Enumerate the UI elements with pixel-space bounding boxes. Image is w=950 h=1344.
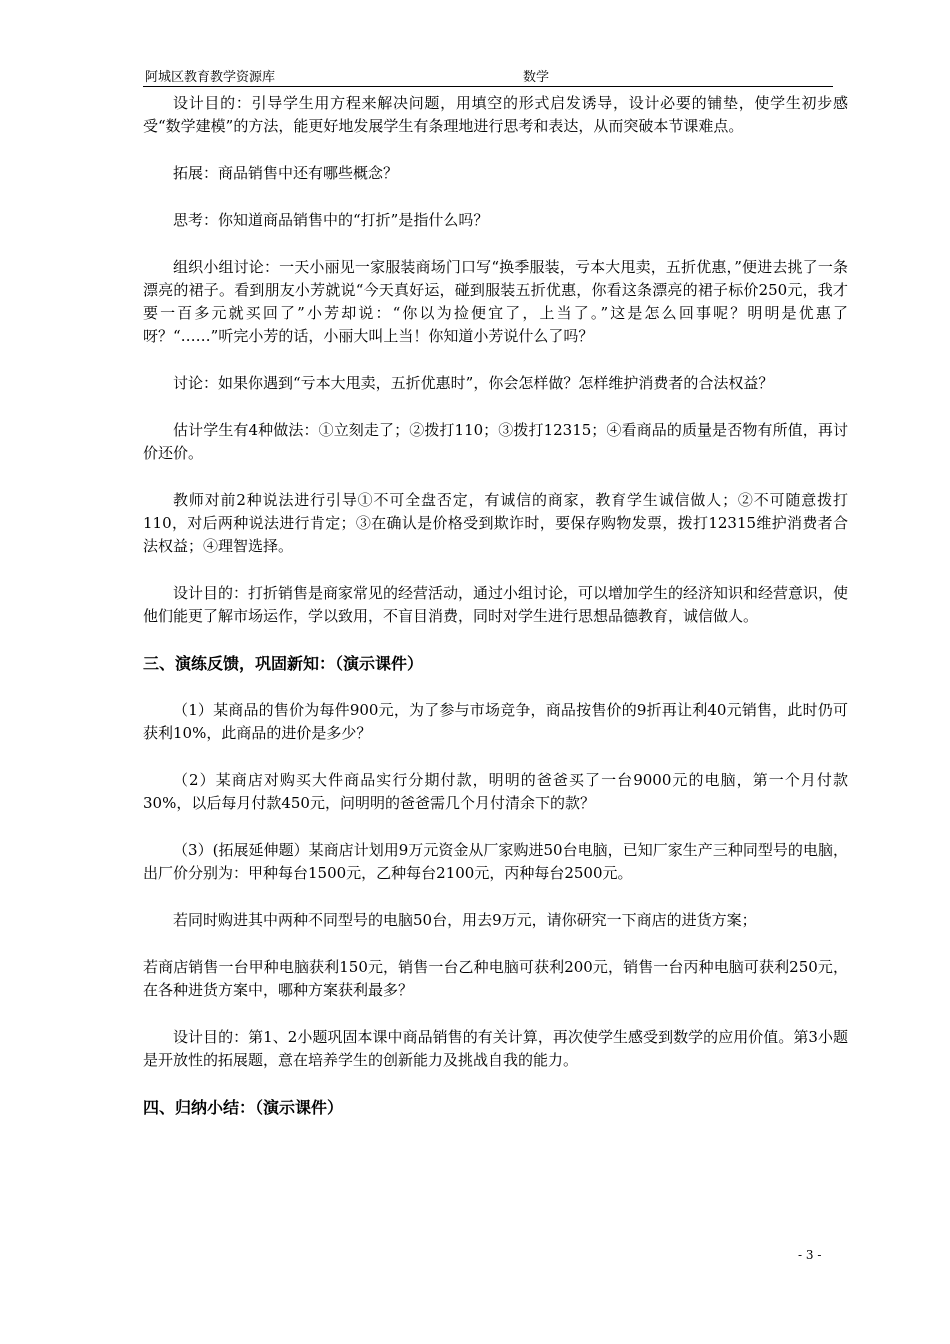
exercise-1: （1）某商品的售价为每件900元，为了参与市场竞争，商品按售价的9折再让利40元销售，此时仍可获利10%，此商品的进价是多少？: [143, 701, 848, 742]
section-heading-4: 四、归纳小结：（演示课件）: [143, 1098, 344, 1117]
exercise-3-part-b: 若商店销售一台甲种电脑获利150元，销售一台乙种电脑可获利200元，销售一台丙种电脑可获利250元，在各种进货方案中，哪种方案获利最多？: [143, 958, 848, 999]
paragraph-design-purpose-3: 设计目的：第1、2小题巩固本课中商品销售的有关计算，再次使学生感受到数学的应用价值。第3小题是开放性的拓展题，意在培养学生的创新能力及挑战自我的能力。: [143, 1028, 848, 1069]
paragraph-group-discussion: 组织小组讨论：一天小丽见一家服装商场门口写“换季服装，亏本大甩卖，五折优惠，”便进去挑了一条漂亮的裙子。看到朋友小芳就说“今天真好运，碰到服装五折优惠，你看这条漂亮的裙子标价250元，我才要一百多元就买回了”小芳却说：“你以为捡便宜了，上当了。”这是怎么回事呢？明明是优惠了呀？“……”听完小芳的话，小丽大叫上当！你知道小芳说什么了吗？: [143, 258, 848, 345]
page-header: [143, 66, 833, 87]
header-source: 阿城区教育教学资源库: [145, 70, 276, 85]
paragraph-thinking: 思考：你知道商品销售中的“打折”是指什么吗？: [173, 211, 489, 229]
exercise-2: （2）某商店对购买大件商品实行分期付款，明明的爸爸买了一台9000元的电脑，第一个月付款30%，以后每月付款450元，问明明的爸爸需几个月付清余下的款？: [143, 771, 848, 812]
paragraph-design-purpose-1: 设计目的：引导学生用方程来解决问题，用填空的形式启发诱导，设计必要的铺垫，使学生初步感受“数学建模”的方法，能更好地发展学生有条理地进行思考和表达，从而突破本节课难点。: [143, 94, 848, 135]
paragraph-student-methods: 估计学生有4种做法：①立刻走了；②拨打110；③拨打12315；④看商品的质量是否物有所值，再讨价还价。: [143, 421, 848, 462]
exercise-3-part-a: 若同时购进其中两种不同型号的电脑50台，用去9万元，请你研究一下商店的进货方案；: [173, 911, 757, 929]
paragraph-discussion: 讨论：如果你遇到“亏本大甩卖，五折优惠时”，你会怎样做？怎样维护消费者的合法权益？: [173, 374, 774, 392]
section-heading-3: 三、演练反馈，巩固新知：（演示课件）: [143, 654, 424, 673]
document-body: [143, 92, 848, 1143]
exercise-3: （3）(拓展延伸题）某商店计划用9万元资金从厂家购进50台电脑，已知厂家生产三种同型号的电脑，出厂价分别为：甲种每台1500元，乙种每台2100元，丙种每台2500元。: [143, 841, 848, 882]
page-number: - 3 -: [798, 1248, 822, 1262]
paragraph-design-purpose-2: 设计目的：打折销售是商家常见的经营活动，通过小组讨论，可以增加学生的经济知识和经营意识，使他们能更了解市场运作，学以致用，不盲目消费，同时对学生进行思想品德教育，诚信做人。: [143, 584, 849, 625]
header-subject: 数学: [523, 70, 550, 85]
paragraph-teacher-guidance: 教师对前2种说法进行引导①不可全盘否定，有诚信的商家，教育学生诚信做人；②不可随意拨打110，对后两种说法进行肯定；③在确认是价格受到欺诈时，要保存购物发票，拨打12315维护消费者合法权益；④理智选择。: [143, 491, 848, 555]
paragraph-extension: 拓展：商品销售中还有哪些概念？: [173, 164, 399, 182]
